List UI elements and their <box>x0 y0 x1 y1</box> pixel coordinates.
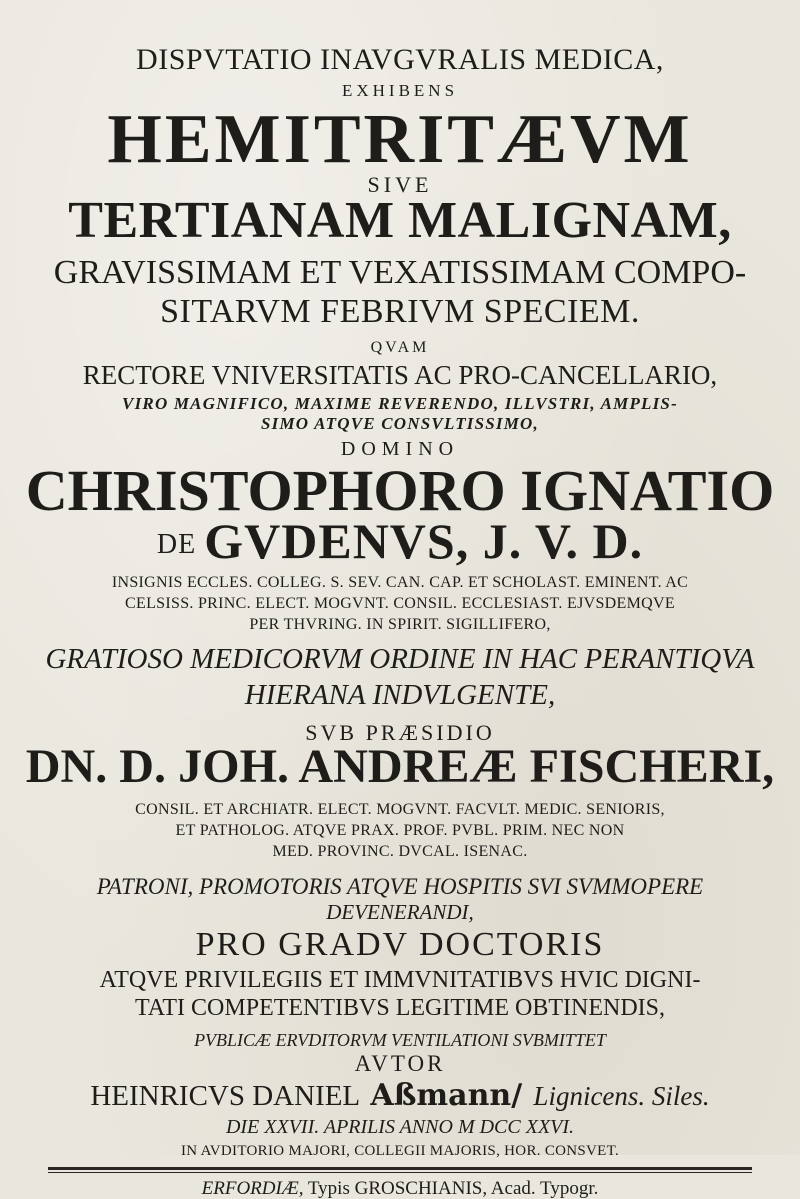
divider-rule-thin <box>48 1172 752 1173</box>
privileges-line-2: TATI COMPETENTIBVS LEGITIME OBTINENDIS, <box>134 994 666 1021</box>
faculty-line-1: GRATIOSO MEDICORVM ORDINE IN HAC PERANTIQVA <box>45 642 755 675</box>
rector-titles-3: PER THVRING. IN SPIRIT. SIGILLIFERO, <box>249 615 551 633</box>
rector-titles-1: INSIGNIS ECCLES. COLLEG. S. SEV. CAN. CAP. ET SCHOLAST. EMINENT. AC <box>111 574 689 592</box>
honorific-line-1: VIRO MAGNIFICO, MAXIME REVERENDO, ILLVSTRI, AMPLIS- <box>122 394 678 414</box>
author-surname: Aßmann/ <box>370 1077 523 1113</box>
imprint-line <box>18 1179 782 1199</box>
patron-line-1: PATRONI, PROMOTORIS ATQVE HOSPITIS SVI SVMMOPERE <box>96 873 704 899</box>
heading-praesidio: SVB PRÆSIDIO <box>305 719 495 745</box>
rector-name: CHRISTOPHORO IGNATIO <box>25 457 775 523</box>
heading-autor: AVTOR <box>354 1050 446 1076</box>
praeses-titles-2: ET PATHOLOG. ATQVE PRAX. PROF. PVBL. PRIM. NEC NON <box>175 821 625 839</box>
rector-surname-text: GVDENVS, J. V. D. <box>204 512 644 569</box>
subtitle-line-3: SITARVM FEBRIVM SPECIEM. <box>160 293 640 331</box>
subtitle-line-2: GRAVISSIMAM ET VEXATISSIMAM COMPO- <box>53 253 747 291</box>
rector-particle: DE <box>156 528 197 560</box>
imprint-printer: Typis GROSCHIANIS, Acad. Typogr. <box>307 1178 599 1199</box>
divider-rule <box>48 1167 752 1170</box>
praeses-titles-1: CONSIL. ET ARCHIATR. ELECT. MOGVNT. FACVLT. MEDIC. SENIORIS, <box>135 801 665 819</box>
honorific-line-2: SIMO ATQVE CONSVLTISSIMO, <box>260 413 539 433</box>
author-line <box>18 1077 782 1113</box>
heading-domino: DOMINO <box>340 437 460 460</box>
faculty-line-2: HIERANA INDVLGENTE, <box>244 679 556 712</box>
rector-titles-2: CELSISS. PRINC. ELECT. MOGVNT. CONSIL. ECCLESIAST. EJVSDEMQVE <box>125 595 675 613</box>
heading-exhibens: EXHIBENS <box>341 80 459 100</box>
rector-line: RECTORE VNIVERSITATIS AC PRO-CANCELLARIO, <box>82 359 718 390</box>
heading-qvam: QVAM <box>370 338 430 356</box>
imprint-place: ERFORDIÆ, <box>201 1178 304 1199</box>
heading-sive: SIVE <box>367 171 433 197</box>
venue-line: IN AVDITORIO MAJORI, COLLEGII MAJORIS, HOR. CONSVET. <box>180 1143 620 1160</box>
author-name: HEINRICVS DANIEL <box>90 1079 360 1112</box>
praeses-titles-3: MED. PROVINC. DVCAL. ISENAC. <box>272 842 528 860</box>
subtitle: TERTIANAM MALIGNAM, <box>68 191 732 249</box>
privileges-line-1: ATQVE PRIVILEGIIS ET IMMVNITATIBVS HVIC DIGNI- <box>99 967 701 994</box>
heading-disputatio: DISPVTATIO INAVGVRALIS MEDICA, <box>136 43 664 76</box>
degree-heading: PRO GRADV DOCTORIS <box>195 925 605 963</box>
main-title: HEMITRITÆVM <box>107 101 693 179</box>
date-line: DIE XXVII. APRILIS ANNO M DCC XXVI. <box>225 1116 575 1139</box>
ventilation-line: PVBLICÆ ERVDITORVM VENTILATIONI SVBMITTET <box>194 1029 606 1050</box>
patron-line-2: DEVENERANDI, <box>326 899 474 924</box>
praeses-name: DN. D. JOH. ANDREÆ FISCHERI, <box>25 739 775 793</box>
author-origin: Lignicens. Siles. <box>533 1080 710 1111</box>
